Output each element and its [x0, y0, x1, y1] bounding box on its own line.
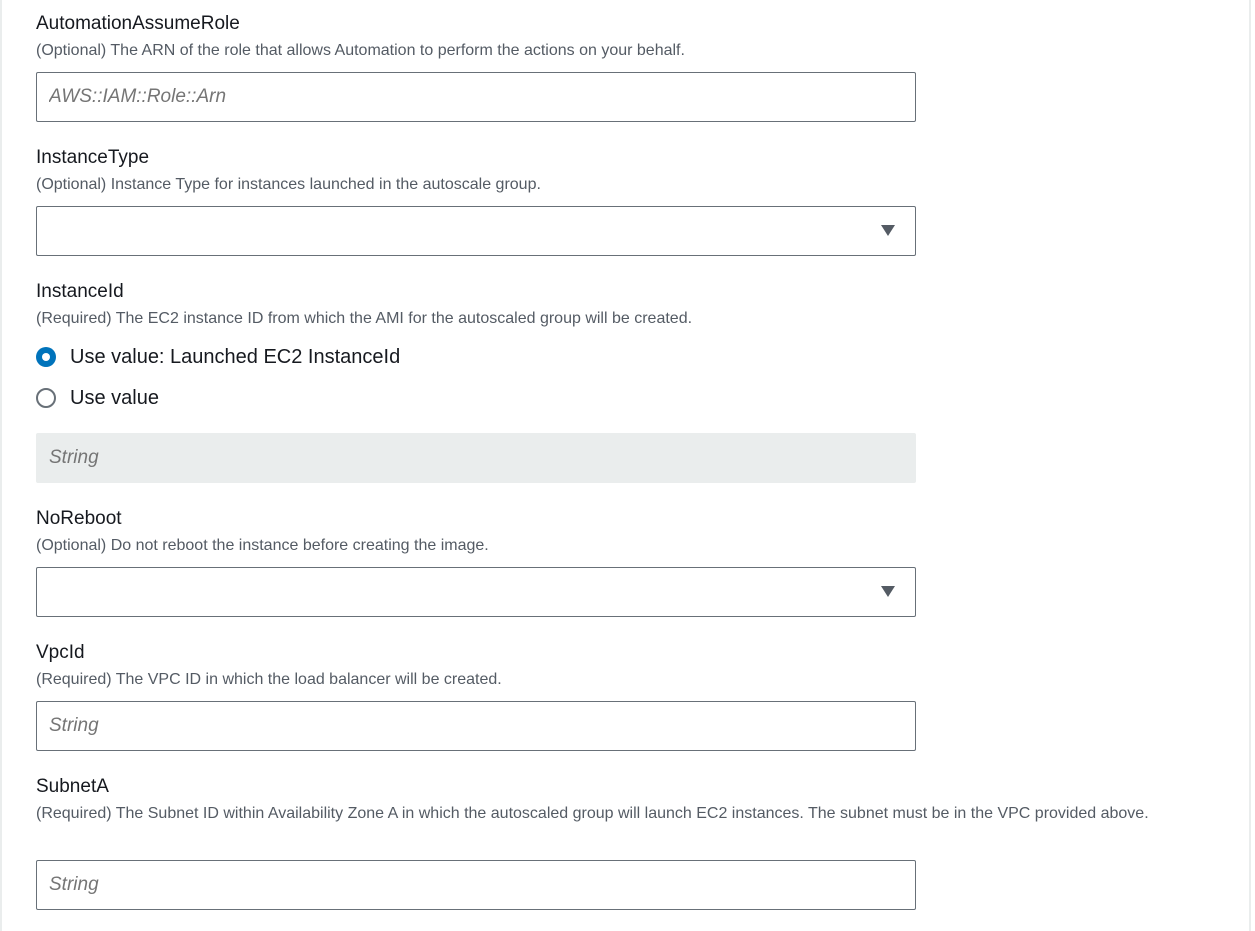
field-label: InstanceId — [36, 281, 124, 302]
field-instance-id — [36, 280, 1216, 330]
caret-down-icon — [881, 586, 895, 597]
field-description: (Optional) Instance Type for instances launched in the autoscale group. — [36, 176, 541, 193]
field-label: SubnetA — [36, 776, 109, 797]
instance-id-value-input — [36, 433, 916, 483]
field-no-reboot — [36, 507, 1216, 557]
subnet-a-input[interactable] — [36, 860, 916, 910]
field-description: (Required) The VPC ID in which the load balancer will be created. — [36, 671, 502, 688]
field-instance-type — [36, 146, 1216, 196]
radio-selected-icon[interactable] — [36, 347, 56, 367]
field-description: (Optional) The ARN of the role that allows Automation to perform the actions on your behalf. — [36, 42, 685, 59]
radio-label: Use value: Launched EC2 InstanceId — [70, 345, 401, 368]
vpc-id-input[interactable] — [36, 701, 916, 751]
field-subnet-a — [36, 775, 1221, 825]
caret-down-icon — [881, 225, 895, 236]
field-vpc-id — [36, 641, 1216, 691]
field-description: (Required) The EC2 instance ID from which the AMI for the autoscaled group will be created. — [36, 310, 693, 327]
field-automation-assume-role — [36, 12, 1216, 62]
radio-option-launched-instance-id[interactable] — [36, 344, 400, 370]
field-description: (Required) The Subnet ID within Availability Zone A in which the autoscaled group will launch EC2 instances. The subnet must be in the VPC provided above. — [36, 805, 1149, 822]
field-label: InstanceType — [36, 147, 150, 168]
instance-type-select[interactable] — [36, 206, 916, 256]
field-label: VpcId — [36, 642, 85, 663]
radio-option-use-value[interactable] — [36, 385, 159, 411]
radio-unselected-icon[interactable] — [36, 388, 56, 408]
field-label: AutomationAssumeRole — [36, 13, 240, 34]
field-description: (Optional) Do not reboot the instance before creating the image. — [36, 537, 489, 554]
field-label: NoReboot — [36, 508, 122, 529]
radio-label: Use value — [70, 386, 159, 409]
no-reboot-select[interactable] — [36, 567, 916, 617]
automation-assume-role-input[interactable] — [36, 72, 916, 122]
